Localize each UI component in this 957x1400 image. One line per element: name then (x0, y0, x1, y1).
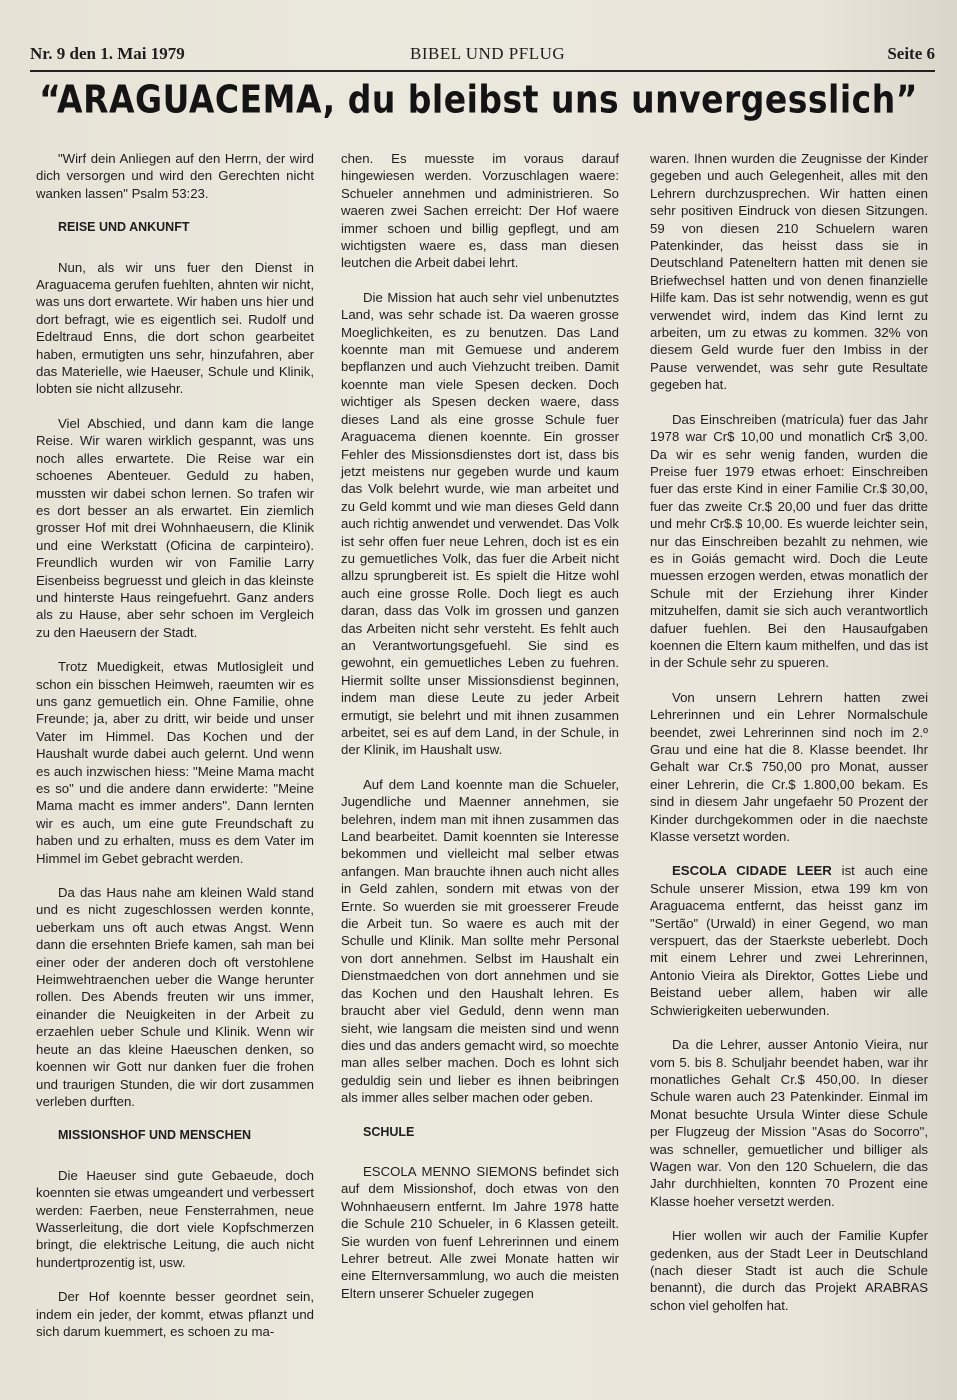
paragraph: ESCOLA MENNO SIEMONS befindet sich auf dem Missionshof, doch etwas von den Wohnhaeusern entfernt. Im Jahre 1978 hatte die Schule 210 Schueler, in 6 Klassen geteilt. Sie wurden von fuenf Lehrerinnen und einem Lehrer betreut. Alle zwei Monate hatten wir eine Elternversammlung, wo auch die meisten Eltern unserer Schueler zugegen (341, 1163, 619, 1301)
paragraph: Nun, als wir uns fuer den Dienst in Araguacema gerufen fuehlten, ahnten wir nicht, was uns dort erwartete. Wir haben uns hier und dort befragt, wie es eigentlich sei. Rudolf und Edeltraud Enns, die dort schon gearbeitet haben, ermutigten uns sehr, hinzufahren, aber das Materielle, wie Haeuser, Schule und Klinik, lobten sie nicht allzusehr. (36, 259, 314, 397)
psalm-quote: "Wirf dein Anliegen auf den Herrn, der wird dich versorgen und wird den Gerechten nicht wanken lassen" Psalm 53:23. (36, 151, 314, 201)
paragraph: Von unsern Lehrern hatten zwei Lehrerinnen und ein Lehrer Normalschule beendet, zwei Lehrerinnen sind noch im 2.º Grau und eine hat die 8. Klasse beendet. Ihr Gehalt war Cr.$ 750,00 pro Monat, ausser einer Lehrerin, die Cr.$ 1.800,00 bekam. Es sind in diesem Jahr ungefaehr 50 Prozent der Kinder durchgekommen oder in die naechste Klasse versetzt worden. (650, 689, 928, 845)
paragraph: Das Einschreiben (matrícula) fuer das Jahr 1978 war Cr$ 10,00 und monatlich Cr$ 3,00. Da wir es sehr wenig fanden, wurden die Preise fuer 1979 etwas erhoet: Einschreiben fuer das erste Kind in einer Familie Cr.$ 30,00, fuer das zweite Cr.$ 20,00 und fuer das dritte und mehr Cr$.$ 10,00. Es wuerde leichter sein, nur das Einschreiben bezahlt zu nehmen, wie es in Goiás gemacht wird. Doch die Leute muessen erzogen werden, etwas monatlich der Schule mit der Erziehung ihrer Kinder mitzuhelfen, damit sie sich auch verantwortlich dafuer fuehlen. Bei den Hausaufgaben koennen die Eltern kaum mithelfen, und das ist in der Schule sehr zu spueren. (650, 411, 928, 671)
article-title: “ARAGUACEMA, du bleibst uns unvergesslich” (39, 77, 918, 122)
page-number: Seite 6 (887, 44, 935, 63)
paragraph: Viel Abschied, und dann kam die lange Reise. Wir waren wirklich gespannt, was uns noch alles erwartete. Die Reise war ein schoenes Abenteuer. Geduld zu haben, mussten wir dabei schon lernen. So trafen wir es dort besser an als erwartet. Ein ziemlich grosser Hof mit drei Wohnhaeusern, die Klinik und eine Werkstatt (Oficina de carpinteiro). Freundlich wurden wir von Familie Larry Eisenbeiss begruesst und gleich in das kleinste und hinterste Haus reingefuehrt. Ganz anders als zu Hause, aber sehr schoen im Vergleich zu den Haeusern der Stadt. (36, 415, 314, 640)
section-heading-schule: SCHULE (363, 1124, 415, 1139)
paragraph (650, 862, 928, 1019)
paragraph: Die Mission hat auch sehr viel unbenutztes Land, was sehr schade ist. Da waeren grosse Moeglichkeiten, es zu benutzen. Das Land koennte man mit Gemuese und anderem bepflanzen und auch Viehzucht treiben. Damit koennte man viele Spesen decken. Doch wichtiger als Spesen decken waere, dass dieses Land als eine grosse Schule fuer Araguacema dienen koennte. Ein grosser Fehler des Missionsdienstes dort ist, dass bis jetzt meistens nur gegeben wurde und kaum das Volk belehrt wurde, wie man arbeitet und zu Geld kommt und wie man dieses Geld dann auch richtig anwendet und verwendet. Das Volk ist sehr offen fuer neue Lehren, doch ist es ein zu gemuetliches Volk, das fuer die Arbeit nicht allzu sprungbereit ist. Es spielt die Hitze wohl auch eine grosse Rolle. Doch liegt es auch daran, dass das Volk im grossen und ganzen das Arbeiten nicht sehr versteht. Es fehlt auch an Verantwortungsgefuehl. Sie sind es gewohnt, ein gemuetliches Leben zu fuehren. Hiermit sollte unser Missionsdienst beginnen, indem man diese Leute zu jeder Arbeit ermutigt, sie belehrt und mit ihnen zusammen arbeitet, sei es auf dem Land, in der Schule, in der Klinik, im Haushalt usw. (341, 289, 619, 758)
paragraph: Da die Lehrer, ausser Antonio Vieira, nur vom 5. bis 8. Schuljahr beendet haben, war ihr monatliches Gehalt Cr.$ 450,00. In dieser Schule waren auch 23 Patenkinder. Einmal im Monat besuchte Ursula Winter diese Schule per Flugzeug der Mission "Asas do Socorro", was schneller, gemuetlicher und billiger als Wagen war. Von den 120 Schuelern, die das Jahr durchhielten, konnten 70 Prozent eine Klasse hoeher versetzt werden. (650, 1037, 928, 1209)
paragraph: Auf dem Land koennte man die Schueler, Jugendliche und Maenner annehmen, sie belehren, indem man mit ihnen zusammen das Land bearbeitet. Damit koennten sie Interesse bekommen und vielleicht mal selber etwas anfangen. Man brauchte ihnen auch nicht alles in Geld zahlen, sondern mit etwas von der Ernte. So wuerden sie mit groesserer Freude die Arbeit tun. So waere es auch mit der Schulle und Klinik. Man sollte mehr Personal von dort annehmen. Selbst im Haushalt ein Dienstmaedchen von dort annehmen und sie das Kochen und den Haushalt lehren. Es braucht aber viel Geduld, denn wenn man sieht, wie langsam die meisten sind und wenn dies und das anders gemacht wird, so moechte man alles selber machen. Doch es lohnt sich geduldig sein und lieber es ihnen beibringen als immer alles selber machen oder geben. (341, 776, 619, 1106)
paragraph: waren. Ihnen wurden die Zeugnisse der Kinder gegeben und auch Gelegenheit, alles mit den Lehrern durchzusprechen. Wir hatten einen sehr positiven Eindruck von diesen Sitzungen. 59 von diesen 210 Schuelern waren Patenkinder, das heisst dass sie in Deutschland Pateneltern hatten mit denen sie Briefwechsel hatten und von denen finanzielle Hilfe kam. Das ist sehr notwendig, wenn es gut verwendet wird, indem das Kind lernt zu arbeiten, um zu etwas zu kommen. 32% von diesem Geld wurde fuer den Imbiss in der Pause verwendet, was sehr gute Resultate gegeben hat. (650, 151, 928, 393)
column-1 (36, 150, 314, 1357)
paragraph: Der Hof koennte besser geordnet sein, indem ein jeder, der kommt, etwas pflanzt und sich darum kuemmert, es schoen zu ma- (36, 1289, 314, 1339)
publication-name: BIBEL UND PFLUG (410, 44, 566, 63)
section-heading-missionshof: MISSIONSHOF UND MENSCHEN (58, 1128, 252, 1143)
column-2 (341, 150, 619, 1319)
paragraph: Die Haeuser sind gute Gebaeude, doch koennten sie etwas umgeandert und verbessert werden: Faerben, neue Fensterrahmen, neue Wasserleitung, die dort viele Kopfschmerzen bringt, die elektrische Leitung, die auch nicht hundertprozentig ist, usw. (36, 1167, 314, 1270)
school-name-leer: ESCOLA CIDADE LEER (672, 863, 832, 879)
paragraph: Hier wollen wir auch der Familie Kupfer gedenken, aus der Stadt Leer in Deutschland (nach dieser Stadt ist auch die Schule benannt), die durch das Projekt ARABRAS schon viel geholfen hat. (650, 1228, 928, 1313)
paragraph-text: ist auch eine Schule unserer Mission, etwa 199 km von Araguacema entfernt, das heisst ganz im "Sertão" (Urwald) in einer Gegend, wo man verspuert, das der Staerkste ueberlebt. Doch mit einem Lehrer und zwei Lehrerinnen, Antonio Vieira als Direktor, Gottes Liebe und Beistand ueber allem, haben wir alle Schwierigkeiten ueberwunden. (650, 863, 928, 1018)
paragraph: chen. Es muesste im voraus darauf hingewiesen werden. Vorzuschlagen waere: Schueler annehmen und administrieren. So waeren zwei Sachen erreicht: Der Hof waere immer schoen und billig gepflegt, und am wichtigsten waere es, dass man diesen leutchen die Arbeit dabei lehrt. (341, 151, 619, 271)
section-heading-reise: REISE UND ANKUNFT (58, 220, 190, 235)
paragraph: Da das Haus nahe am kleinen Wald stand und es nicht zugeschlossen werden konnte, ueberkam uns oft auch etwas Angst. Wenn dann die ersehnten Briefe kamen, sah man bei einer oder der anderen doch oft verstohlene Heimwehtraenchen ueber die Wange herunter rollen. Des Abends freuten wir uns immer, einander die Neuigkeiten in der Arbeit zu erzaehlen ueber Schule und Klinik. Wenn wir heute an das kleine Haeuschen denken, so koennen wir Gott nur danken fuer die frohen und traurigen Stunden, die wir dort zusammen verleben durften. (36, 885, 314, 1109)
page-header (30, 44, 935, 72)
column-3 (650, 150, 928, 1331)
issue-date: Nr. 9 den 1. Mai 1979 (30, 44, 185, 63)
paragraph: Trotz Muedigkeit, etwas Mutlosigleit und schon ein bisschen Heimweh, raeumten wir es uns ganz gemuetlich ein. Ohne Familie, ohne Freunde; ja, aber zu dritt, wir beide und unser Vater im Himmel. Das Kochen und der Haushalt wurde dabei auch gelernt. Und wenn es auch inzwischen hiess: "Meine Mama macht es so" und die andere dann erwiderte: "Meine Mama macht es immer anders". Dann lernten wir es auch, um eine gute Freundschaft zu haben und zu erhalten, muss es dem Vater im Himmel im Gebet gebracht werden. (36, 659, 314, 866)
